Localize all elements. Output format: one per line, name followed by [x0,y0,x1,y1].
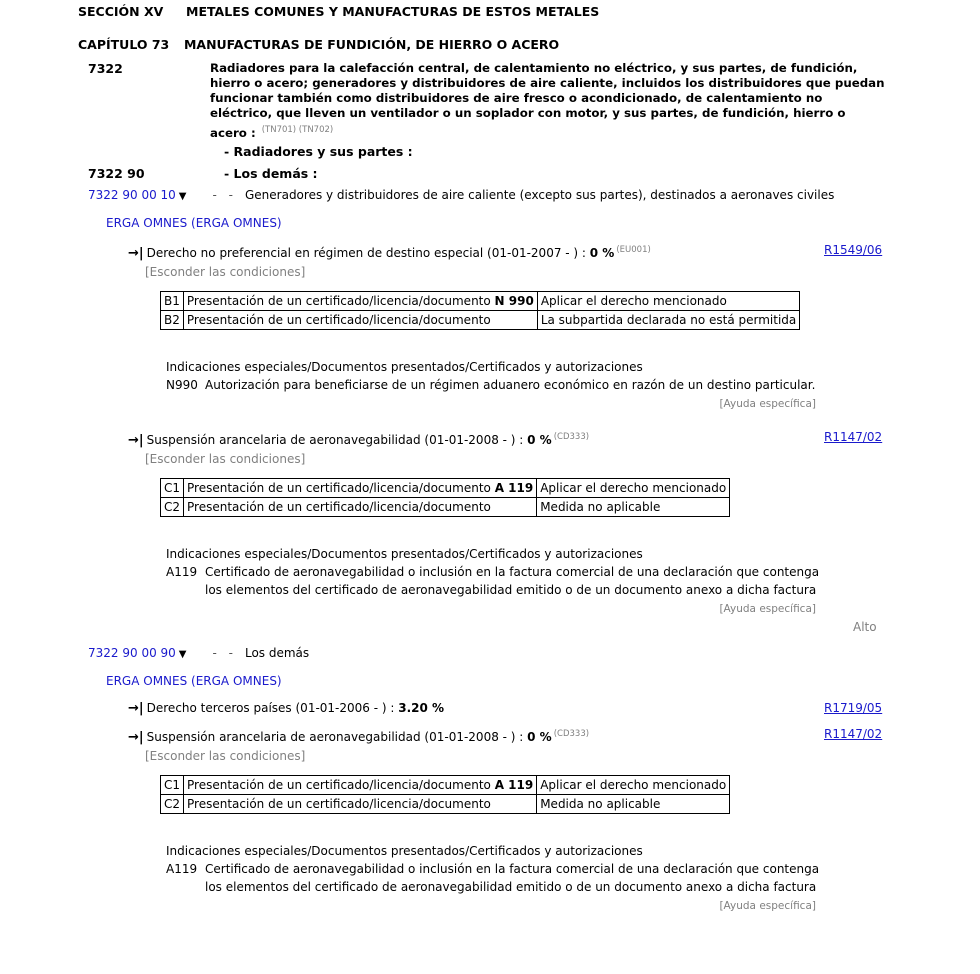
measure-row [128,242,980,265]
heading-description-line: Radiadores para la calefacción central, de calentamiento no eléctrico, y sus partes, de fundición, [210,61,858,75]
origin-link[interactable]: ERGA OMNES (ERGA OMNES) [106,674,282,688]
specific-help-link[interactable]: [Ayuda específica] [719,398,816,410]
heading-description-line: eléctrico, que lleven un ventilador o un soplador con motor, y sus partes, de fundición, hierro o [210,106,846,120]
subheading-radiadores: - Radiadores y sus partes : [224,144,413,159]
goods-description: Generadores y distribuidores de aire caliente (excepto sus partes), destinados a aeronaves civiles [244,188,835,202]
condition-action: Medida no aplicable [537,795,730,814]
section-label: SECCIÓN XV [78,4,164,19]
condition-row [161,498,730,517]
expand-triangle-icon[interactable]: ▼ [178,649,187,660]
notes-block [166,545,826,599]
condition-action: Aplicar el derecho mencionado [537,776,730,795]
conditions-table [160,291,800,330]
chapter-title: MANUFACTURAS DE FUNDICIÓN, DE HIERRO O ACERO [183,37,560,52]
heading-code: 7322 [88,61,123,76]
origin-link[interactable]: ERGA OMNES (ERGA OMNES) [106,216,282,230]
condition-code: B1 [161,292,184,311]
notes-block [166,358,826,394]
note-item [166,563,826,599]
condition-requirement-text: Presentación de un certificado/licencia/documento [187,481,495,495]
goods-description: Los demás [244,646,310,660]
note-text: Certificado de aeronavegabilidad o inclusión en la factura comercial de una declaración que contenga los elementos del certificado de aeronavegabilidad emitido o de un documento anexo a dicha factura [205,862,820,894]
conditions-table [160,478,730,517]
condition-code: B2 [161,311,184,330]
expand-triangle-icon[interactable]: ▼ [178,191,187,202]
condition-code: C2 [161,795,184,814]
condition-requirement-text: Presentación de un certificado/licencia/documento [187,500,491,514]
condition-action: Aplicar el derecho mencionado [537,479,730,498]
indent-dashes: - - [212,188,237,202]
condition-action: Medida no aplicable [537,498,730,517]
measure-row [128,726,980,749]
back-to-top-row [0,616,980,646]
back-to-top-link[interactable]: Alto [853,620,877,634]
condition-code: C1 [161,776,184,795]
notes-title: Indicaciones especiales/Documentos presentados/Certificados y autorizaciones [166,547,643,561]
heading-description [210,61,910,141]
condition-requirement-text: Presentación de un certificado/licencia/documento [186,313,491,327]
hide-conditions-link[interactable]: [Esconder las condiciones] [145,265,306,279]
heading-description-line: funcionar también como distribuidores de aire fresco o acondicionado, de calentamiento no [210,91,823,105]
measure-row [128,700,980,726]
subheading-code: 7322 90 [88,166,145,181]
heading-block [88,61,980,144]
measure-text: Suspensión arancelaria de aeronavegabilidad (01-01-2008 - ) : [146,730,528,744]
condition-requirement [183,292,537,311]
section-header [78,4,980,37]
regulation-link[interactable]: R1549/06 [824,243,883,257]
regulation-link[interactable]: R1147/02 [824,430,883,444]
note-item [166,376,826,394]
measure-rate: 0 % [589,246,615,260]
heading-description-line: hierro o acero; generadores y distribuidores de aire caliente, incluidos los distribuidores que puedan [210,76,885,90]
note-text: Autorización para beneficiarse de un régimen aduanero económico en razón de un destino particular. [205,378,816,392]
regulation-link[interactable]: R1147/02 [824,727,883,741]
goods-row [88,188,980,216]
measure-text: Derecho no preferencial en régimen de destino especial (01-01-2007 - ) : [146,246,590,260]
specific-help-link[interactable]: [Ayuda específica] [719,900,816,912]
condition-requirement [183,311,537,330]
measure-arrow-icon: →| [128,246,144,261]
note-item [166,860,826,896]
section-title: METALES COMUNES Y MANUFACTURAS DE ESTOS METALES [186,4,600,19]
goods-code-link[interactable]: 7322 90 00 10 [88,188,176,202]
heading-footnotes[interactable]: (TN701) (TN702) [261,125,334,135]
notes-block [166,842,826,896]
condition-requirement-text: Presentación de un certificado/licencia/documento [187,778,495,792]
measure-arrow-icon: →| [128,730,144,745]
measure-footnote[interactable]: (EU001) [616,245,651,255]
heading-description-line: acero : [210,126,256,140]
condition-action: La subpartida declarada no está permitida [537,311,799,330]
condition-row [161,795,730,814]
condition-code: C2 [161,498,184,517]
chapter-header [78,37,980,61]
goods-code-link[interactable]: 7322 90 00 90 [88,646,176,660]
measure-text: Suspensión arancelaria de aeronavegabilidad (01-01-2008 - ) : [146,433,528,447]
hide-conditions-link[interactable]: [Esconder las condiciones] [145,749,306,763]
subheading-row [0,166,980,188]
condition-row [161,776,730,795]
measure-footnote[interactable]: (CD333) [553,432,590,442]
note-text: Certificado de aeronavegabilidad o inclusión en la factura comercial de una declaración que contenga los elementos del certificado de aeronavegabilidad emitido o de un documento anexo a dicha factura [205,565,820,597]
goods-row [88,646,980,674]
measure-rate: 0 % [527,433,552,447]
condition-row [161,292,800,311]
condition-requirement-text: Presentación de un certificado/licencia/documento [187,797,491,811]
condition-document: A 119 [494,481,534,495]
condition-requirement-text: Presentación de un certificado/licencia/documento [186,294,495,308]
measure-footnote[interactable]: (CD333) [553,729,590,739]
condition-document: N 990 [494,294,534,308]
condition-requirement [184,776,537,795]
measure-rate: 0 % [527,730,552,744]
note-code: N990 [166,378,198,392]
condition-requirement [184,498,537,517]
specific-help-link[interactable]: [Ayuda específica] [719,603,816,615]
measure-text: Derecho terceros países (01-01-2006 - ) : [146,701,399,715]
subheading-label: - Los demás : [224,166,318,181]
condition-row [161,479,730,498]
condition-code: C1 [161,479,184,498]
hide-conditions-link[interactable]: [Esconder las condiciones] [145,452,306,466]
condition-document: A 119 [494,778,534,792]
measure-rate: 3.20 % [398,701,445,715]
condition-action: Aplicar el derecho mencionado [537,292,799,311]
measure-arrow-icon: →| [128,433,144,448]
subheading-radiadores-row [0,144,980,166]
regulation-link[interactable]: R1719/05 [824,701,883,715]
chapter-label: CAPÍTULO 73 [78,37,170,52]
condition-requirement [184,795,537,814]
notes-title: Indicaciones especiales/Documentos presentados/Certificados y autorizaciones [166,844,643,858]
condition-requirement [184,479,537,498]
note-code: A119 [166,565,198,579]
measure-row [128,429,980,452]
conditions-table [160,775,730,814]
note-code: A119 [166,862,198,876]
notes-title: Indicaciones especiales/Documentos presentados/Certificados y autorizaciones [166,360,643,374]
measure-arrow-icon: →| [128,701,144,716]
condition-row [161,311,800,330]
indent-dashes: - - [212,646,237,660]
